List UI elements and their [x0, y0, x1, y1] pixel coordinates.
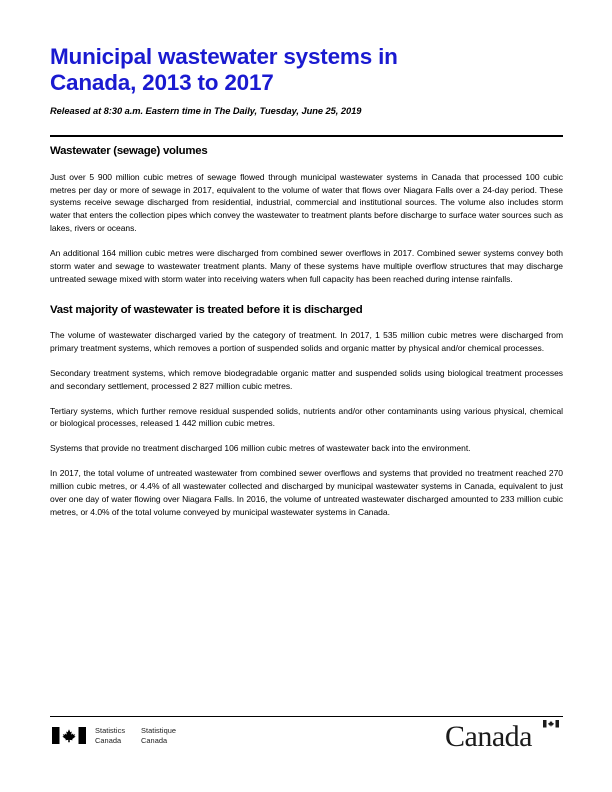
paragraph: The volume of wastewater discharged varied by the category of treatment. In 2017, 1 535 million cubic metres were discharged from primary treatment systems, which removes a portion of suspended solids and organic matter by physical and/or chemical processes. [50, 329, 563, 353]
signature-wordmark-text [95, 726, 176, 746]
document-title-line-2: Canada, 2013 to 2017 [50, 70, 274, 96]
paragraph: An additional 164 million cubic metres were discharged from combined sewer overflows in 2017. Combined sewer systems convey both storm water and sewage to wastewater treatment plants. Many of these systems have multiple overflow structures that may discharge untreated sewage mixed with storm water into receiving waters when full capacity has been reached during intense rainfalls. [50, 248, 563, 284]
paragraph: In 2017, the total volume of untreated wastewater from combined sewer overflows and systems that provided no treatment reached 270 million cubic metres, or 4.4% of all wastewater collected and discharged by municipal wastewater systems in Canada, equivalent to just over one day of water flowing over Niagara Falls. In 2016, the volume of untreated wastewater discharged amounted to 233 million cubic metres, or 4.0% of the total volume conveyed by municipal wastewater systems in Canada. [50, 468, 563, 517]
paragraph: Systems that provide no treatment discharged 106 million cubic metres of wastewater back into the environment. [50, 443, 471, 454]
signature-french-line-1: Statistique [141, 726, 177, 735]
title-divider [50, 135, 563, 137]
page-title [50, 44, 563, 116]
section-heading-wastewater-volumes: Wastewater (sewage) volumes [50, 144, 208, 157]
signature-english [95, 726, 141, 746]
document-content [50, 44, 563, 519]
canada-wordmark-text: Canada [445, 720, 532, 753]
canada-flag-icon [543, 720, 559, 728]
canada-flag-icon [52, 727, 86, 744]
signature-french-line-2: Canada [141, 735, 168, 745]
page-footer [50, 716, 563, 773]
paragraph: Secondary treatment systems, which remove biodegradable organic matter and suspended solids using biological treatment processes and secondary settlement, processed 2 827 million cubic metres. [50, 367, 563, 391]
signature-english-line-1: Statistics [95, 726, 126, 735]
section-heading-treatment: Vast majority of wastewater is treated before it is discharged [50, 303, 363, 316]
statistics-canada-signature [52, 726, 176, 746]
canada-wordmark [445, 719, 563, 753]
document-title [50, 44, 563, 97]
paragraph: Tertiary systems, which further remove residual suspended solids, nutrients and/or other contaminants using various physical, chemical or biological processes, released 1 442 million cubic metres. [50, 405, 563, 429]
paragraph: Just over 5 900 million cubic metres of sewage flowed through municipal wastewater systems in Canada that processed 100 cubic metres per day or more of sewage in 2017, equivalent to the volume of water that flows over Niagara Falls over a 24-day period. These systems receive sewage discharged from residential, industrial, commercial and institutional sources. The volume also includes storm water that enters the collection pipes which convey the wastewater to treatment plants before discharge to surface water sources such as lakes, rivers or oceans. [50, 171, 563, 234]
document-title-line-1: Municipal wastewater systems in [50, 44, 398, 69]
signature-english-line-2: Canada [95, 735, 122, 745]
release-statement: Released at 8:30 a.m. Eastern time in The Daily, Tuesday, June 25, 2019 [50, 105, 362, 116]
footer-content [50, 717, 563, 773]
signature-french [141, 726, 176, 746]
